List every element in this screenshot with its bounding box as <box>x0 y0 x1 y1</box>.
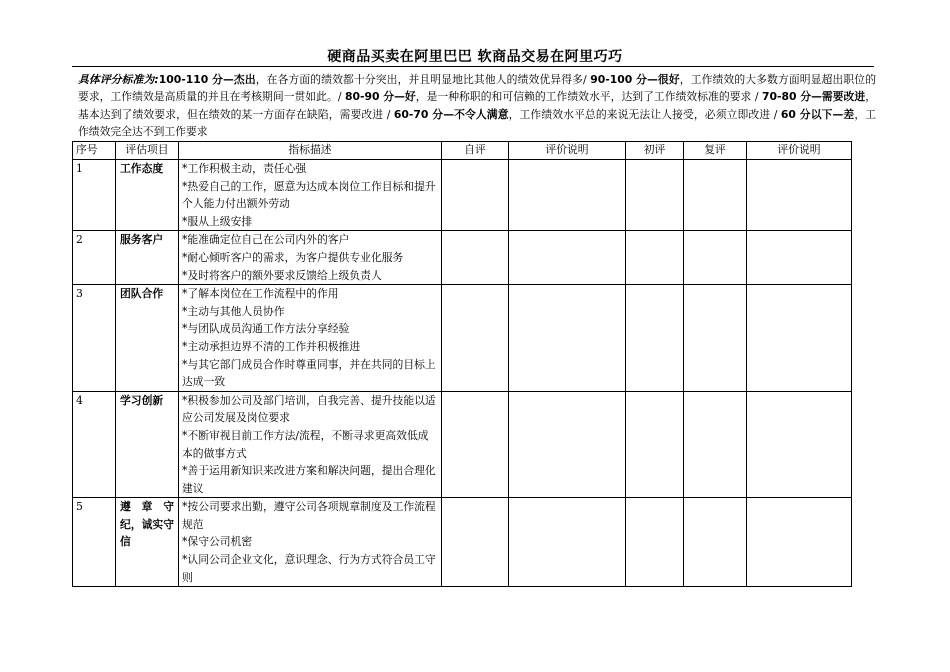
row-indicators <box>179 391 442 498</box>
criteria-range: 70-80 分—需要改进 <box>761 90 866 104</box>
review-cell[interactable] <box>684 231 747 285</box>
indicator-line: *了解本岗位在工作流程中的作用 <box>182 287 339 301</box>
col-header-self-eval: 自评 <box>442 142 509 160</box>
first-eval-cell[interactable] <box>626 391 684 498</box>
self-eval-cell[interactable] <box>442 160 509 231</box>
indicator-line: *按公司要求出勤，遵守公司各项规章制度及工作流程规范 <box>182 500 436 531</box>
criteria-range: 90-100 分—很好 <box>590 73 680 86</box>
row-indicators <box>179 498 442 587</box>
row-item: 服务客户 <box>116 231 179 285</box>
self-comment-cell[interactable] <box>509 391 626 498</box>
indicator-line: *与其它部门成员合作时尊重同事，并在共同的目标上达成一致 <box>182 357 436 389</box>
indicator-line: *热爱自己的工作，愿意为达成本岗位工作目标和提升个人能力付出额外劳动 <box>182 179 436 211</box>
row-item: 学习创新 <box>116 391 179 498</box>
review-comment-cell[interactable] <box>747 498 852 587</box>
col-header-indicators: 指标描述 <box>179 142 442 160</box>
table-header-row <box>73 142 852 160</box>
review-cell[interactable] <box>684 498 747 587</box>
indicator-line: *积极参加公司及部门培训，自我完善、提升技能以适应公司发展及岗位要求 <box>182 393 436 425</box>
review-cell[interactable] <box>684 285 747 392</box>
indicator-line: *主动与其他人员协作 <box>182 304 285 318</box>
self-comment-cell[interactable] <box>509 160 626 231</box>
first-eval-cell[interactable] <box>626 498 684 587</box>
first-eval-cell[interactable] <box>626 231 684 285</box>
col-header-item: 评估项目 <box>116 142 179 160</box>
self-eval-cell[interactable] <box>442 285 509 392</box>
indicator-line: *服从上级安排 <box>182 214 253 228</box>
table-row <box>73 231 852 285</box>
self-eval-cell[interactable] <box>442 498 509 587</box>
self-eval-cell[interactable] <box>442 391 509 498</box>
criteria-text: 基本达到了绩效要求，但在绩效的某一方面存在缺陷，需要改进 / <box>78 107 394 121</box>
row-number: 5 <box>73 498 116 587</box>
review-cell[interactable] <box>684 391 747 498</box>
first-eval-cell[interactable] <box>626 160 684 231</box>
indicator-line: *认同公司企业文化，意识理念、行为方式符合员工守则 <box>182 553 436 584</box>
criteria-text: 工作绩效水平总的来说无法让人接受，必须立即改进 / <box>519 107 781 121</box>
table-row <box>73 391 852 498</box>
review-comment-cell[interactable] <box>747 160 852 231</box>
document-title: 硬商品买卖在阿里巴巴 软商品交易在阿里巧巧 <box>327 49 623 65</box>
self-eval-cell[interactable] <box>442 231 509 285</box>
row-item: 遵 章 守 纪，诚实守信 <box>116 498 179 587</box>
review-comment-cell[interactable] <box>747 231 852 285</box>
row-number: 3 <box>73 285 116 392</box>
indicator-line: *能准确定位自己在公司内外的客户 <box>182 233 350 247</box>
self-comment-cell[interactable] <box>509 285 626 392</box>
review-comment-cell[interactable] <box>747 285 852 392</box>
criteria-lead: 具体评分标准为: <box>78 73 159 86</box>
col-header-review-comment: 评价说明 <box>747 142 852 160</box>
scoring-criteria: 具体评分标准为:100-110 分—杰出，在各方面的绩效都十分突出，并且明显地比其他人的绩效优异得多/ 90-100 分—很好，工作绩效的大多数方面明显超出职位的要求，工作绩效是高质量的并且在考核期间一贯如此。/ 80-90 分—好，是一种称职的和可信赖的工作绩效水平，达到了工作绩效标准的要求 / 70-80 分—需要改进，基本达到了绩效要求，但在绩效的某一方面存在缺陷，需要改进 / 60-70 分—不令人满意，工作绩效水平总的来说无法让人接受，必须立即改进 / 60 分以下—差，工作绩效完全达不到工作要求 <box>78 73 877 138</box>
table-row <box>73 498 852 587</box>
self-comment-cell[interactable] <box>509 231 626 285</box>
indicator-line: *保守公司机密 <box>182 535 253 549</box>
criteria-range: 60 分以下—差 <box>780 107 855 121</box>
row-indicators <box>179 285 442 392</box>
review-comment-cell[interactable] <box>747 391 852 498</box>
row-number: 1 <box>73 160 116 231</box>
row-number: 4 <box>73 391 116 498</box>
criteria-text: 工作绩效完全达不到工作要求 <box>78 107 877 138</box>
col-header-self-comment: 评价说明 <box>509 142 626 160</box>
self-comment-cell[interactable] <box>509 498 626 587</box>
indicator-line: *善于运用新知识来改进方案和解决问题，提出合理化建议 <box>182 464 436 495</box>
row-number: 2 <box>73 231 116 285</box>
indicator-line: *主动承担边界不清的工作并积极推进 <box>182 339 361 353</box>
indicator-line: *工作积极主动，责任心强 <box>182 162 307 175</box>
indicator-line: *不断审视目前工作方法/流程，不断寻求更高效低成本的做事方式 <box>182 428 429 460</box>
col-header-number: 序号 <box>73 142 116 160</box>
criteria-range: 60-70 分—不令人满意 <box>393 107 509 121</box>
col-header-review: 复评 <box>684 142 747 160</box>
criteria-range: 100-110 分—杰出 <box>158 73 256 86</box>
table-row <box>73 160 852 231</box>
row-item: 团队合作 <box>116 285 179 392</box>
title-underline <box>72 66 874 67</box>
indicator-line: *与团队成员沟通工作方法分享经验 <box>182 322 350 336</box>
criteria-range: 80-90 分—好 <box>344 90 416 104</box>
indicator-line: *及时将客户的额外要求反馈给上级负责人 <box>182 268 382 282</box>
first-eval-cell[interactable] <box>626 285 684 392</box>
criteria-text: 在各方面的绩效都十分突出，并且明显地比其他人的绩效优异得多/ <box>266 73 591 86</box>
review-cell[interactable] <box>684 160 747 231</box>
evaluation-table <box>72 141 852 587</box>
row-indicators <box>179 160 442 231</box>
row-item: 工作态度 <box>116 160 179 231</box>
indicator-line: *耐心倾听客户的需求，为客户提供专业化服务 <box>182 250 404 264</box>
criteria-text: 是一种称职的和可信赖的工作绩效水平，达到了工作绩效标准的要求 / <box>426 90 762 104</box>
table-row <box>73 285 852 392</box>
row-indicators <box>179 231 442 285</box>
criteria-text: 工作绩效的大多数方面明显超出职位的要求，工作绩效是高质量的并且在考核期间一贯如此。/ <box>78 73 877 104</box>
col-header-first-eval: 初评 <box>626 142 684 160</box>
